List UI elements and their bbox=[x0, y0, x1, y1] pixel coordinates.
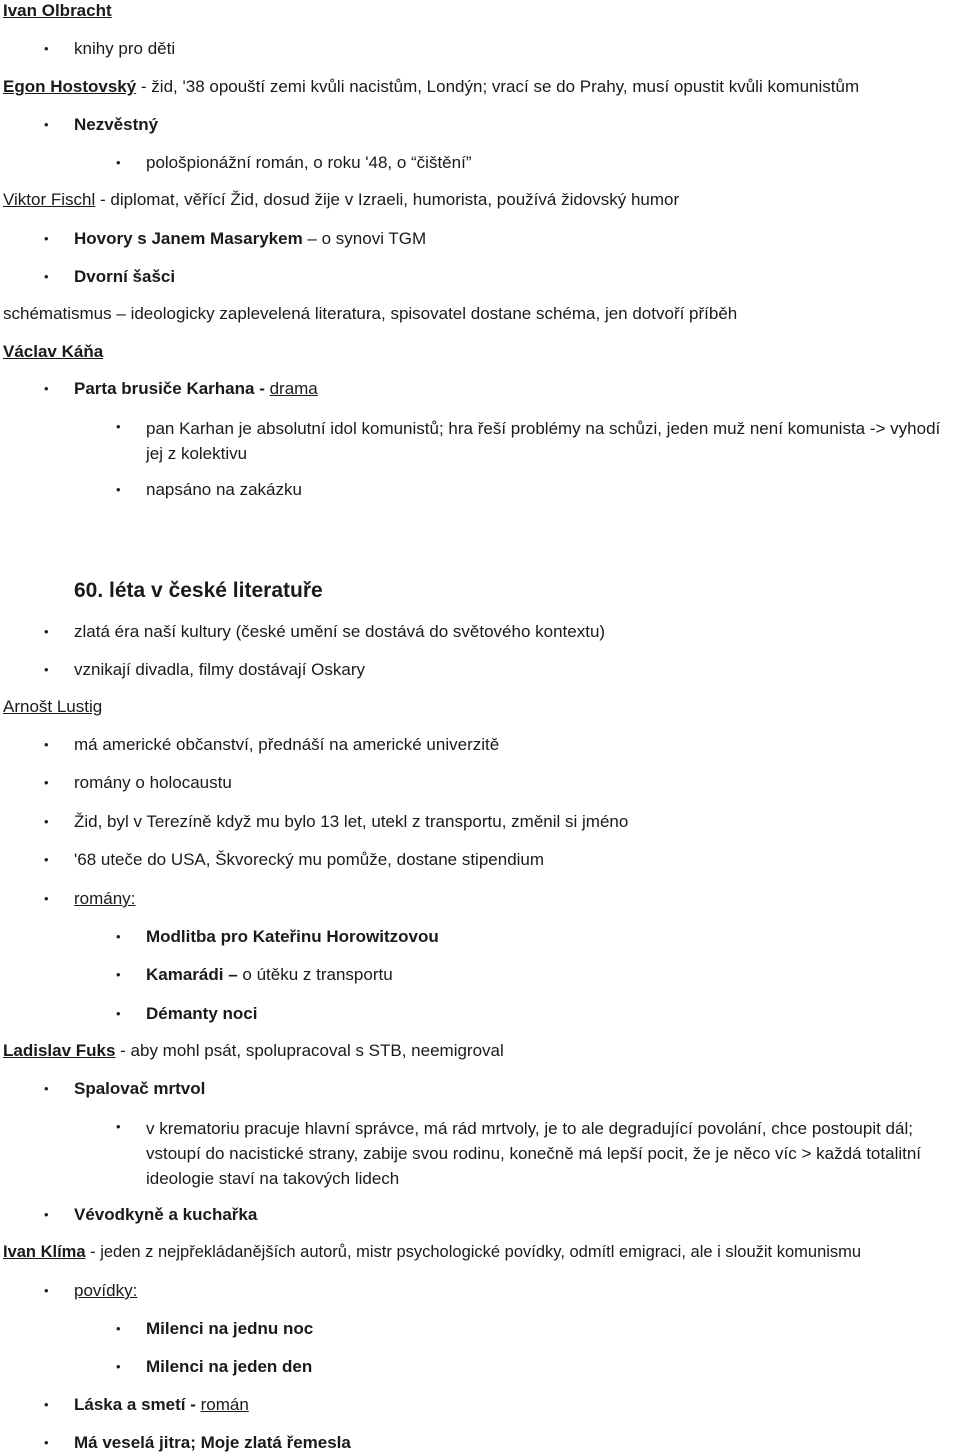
bullet-icon: • bbox=[44, 1081, 49, 1096]
list-item-text: napsáno na zakázku bbox=[146, 480, 302, 499]
bullet-icon: • bbox=[116, 419, 121, 434]
work-title: Modlitba pro Kateřinu Horowitzovou bbox=[146, 927, 439, 946]
list-item-text: povídky: bbox=[74, 1281, 138, 1300]
bullet-icon: • bbox=[116, 967, 121, 982]
bullet-icon: • bbox=[116, 1006, 121, 1021]
list-item-text: pološpionážní román, o roku '48, o “čištění” bbox=[146, 153, 472, 172]
work-title: Má veselá jitra; Moje zlatá řemesla bbox=[74, 1433, 351, 1452]
bullet-icon: • bbox=[44, 891, 49, 906]
list-item-text: má americké občanství, přednáší na americké univerzitě bbox=[74, 735, 500, 754]
author-name: Arnošt Lustig bbox=[3, 697, 103, 716]
author-name: Václav Káňa bbox=[3, 342, 104, 361]
bullet-icon: • bbox=[44, 1207, 49, 1222]
bullet-icon: • bbox=[44, 737, 49, 752]
work-title: Spalovač mrtvol bbox=[74, 1079, 206, 1098]
work-title: Vévodkyně a kuchařka bbox=[74, 1205, 258, 1224]
bullet-icon: • bbox=[116, 155, 121, 170]
list-item-text: Žid, byl v Terezíně když mu bylo 13 let, utekl z transportu, změnil si jméno bbox=[74, 812, 629, 831]
bullet-icon: • bbox=[116, 1321, 121, 1336]
work-title: Milenci na jednu noc bbox=[146, 1319, 314, 1338]
work-genre: román bbox=[200, 1395, 249, 1414]
bullet-icon: • bbox=[44, 814, 49, 829]
work-title: Nezvěstný bbox=[74, 115, 159, 134]
dash: – bbox=[228, 965, 238, 984]
author-description: - jeden z nejpřekládanějších autorů, mistr psychologické povídky, odmítl emigraci, ale i sloužit komunismu bbox=[85, 1243, 862, 1261]
bullet-icon: • bbox=[44, 1435, 49, 1450]
list-item-text: v krematoriu pracuje hlavní správce, má rád mrtvoly, je to ale degradující povolání, chce postoupit dál; vstoupí do nacistické strany, zabije svou rodinu, konečně má lepší pocit, že je něco víc > každá totalitní ideologie staví na takových lidech bbox=[146, 1119, 922, 1188]
author-name: Ladislav Fuks bbox=[3, 1041, 116, 1060]
dash: – bbox=[116, 304, 126, 323]
section-number: 60. bbox=[74, 579, 104, 602]
section-title: léta v české literatuře bbox=[103, 579, 323, 602]
work-title: Parta brusiče Karhana - bbox=[74, 379, 270, 398]
term-description: ideologicky zaplevelená literatura, spisovatel dostane schéma, jen dotvoří příběh bbox=[125, 304, 738, 323]
author-description: - diplomat, věřící Žid, dosud žije v Izraeli, humorista, používá židovský humor bbox=[95, 190, 680, 209]
work-title: Kamarádi bbox=[146, 965, 224, 984]
work-description: o synovi TGM bbox=[316, 229, 427, 248]
bullet-icon: • bbox=[44, 231, 49, 246]
bullet-icon: • bbox=[116, 1119, 121, 1134]
work-description: o útěku z transportu bbox=[237, 965, 393, 984]
work-title: Démanty noci bbox=[146, 1004, 258, 1023]
bullet-icon: • bbox=[44, 852, 49, 867]
bullet-icon: • bbox=[44, 1283, 49, 1298]
list-item-text: pan Karhan je absolutní idol komunistů; hra řeší problémy na schůzi, jeden muž není komunista -> vyhodí jej z kolektivu bbox=[146, 419, 941, 463]
author-name: Egon Hostovský bbox=[3, 77, 137, 96]
dash: – bbox=[307, 229, 317, 248]
work-title: Láska a smetí - bbox=[74, 1395, 201, 1414]
bullet-icon: • bbox=[44, 381, 49, 396]
work-title: Dvorní šašci bbox=[74, 267, 176, 286]
author-description: - aby mohl psát, spolupracoval s STB, neemigroval bbox=[115, 1041, 504, 1060]
list-item-text: zlatá éra naší kultury (české umění se dostává do světového kontextu) bbox=[74, 622, 606, 641]
bullet-icon: • bbox=[44, 775, 49, 790]
author-name: Ivan Klíma bbox=[3, 1243, 86, 1261]
work-genre: drama bbox=[269, 379, 318, 398]
list-item-text: vznikají divadla, filmy dostávají Oskary bbox=[74, 660, 365, 679]
bullet-icon: • bbox=[116, 482, 121, 497]
author-name: Ivan Olbracht bbox=[3, 1, 112, 20]
author-name: Viktor Fischl bbox=[3, 190, 96, 209]
bullet-icon: • bbox=[44, 624, 49, 639]
bullet-icon: • bbox=[116, 929, 121, 944]
bullet-icon: • bbox=[44, 41, 49, 56]
bullet-icon: • bbox=[44, 662, 49, 677]
bullet-icon: • bbox=[44, 117, 49, 132]
term: schématismus bbox=[3, 304, 117, 323]
list-item-text: romány: bbox=[74, 889, 136, 908]
author-description: - žid, '38 opouští zemi kvůli nacistům, Londýn; vrací se do Prahy, musí opustit kvůli komunistům bbox=[136, 77, 860, 96]
list-item-text: '68 uteče do USA, Škvorecký mu pomůže, dostane stipendium bbox=[74, 850, 545, 869]
list-item-text: knihy pro děti bbox=[74, 39, 176, 58]
work-title: Milenci na jeden den bbox=[146, 1357, 313, 1376]
list-item-text: romány o holocaustu bbox=[74, 773, 232, 792]
bullet-icon: • bbox=[116, 1359, 121, 1374]
bullet-icon: • bbox=[44, 1397, 49, 1412]
bullet-icon: • bbox=[44, 269, 49, 284]
work-title: Hovory s Janem Masarykem bbox=[74, 229, 303, 248]
